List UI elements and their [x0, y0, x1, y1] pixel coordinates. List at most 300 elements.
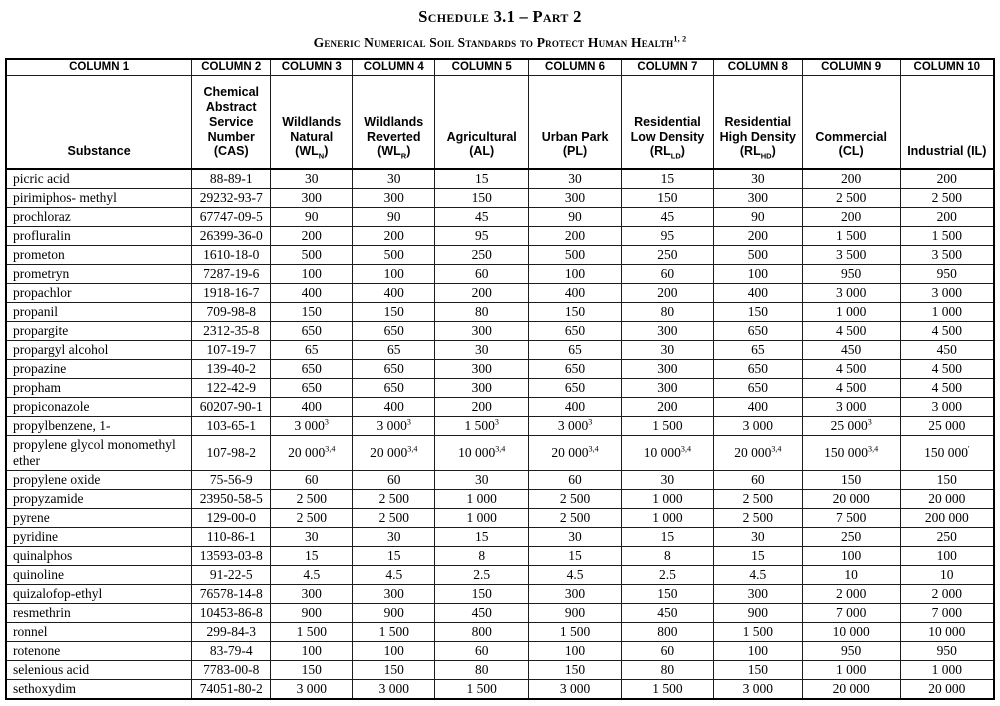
substance-cell: pirimiphos- methyl: [6, 189, 192, 208]
value-cell-wildlands-reverted: 3 $000^3$: [353, 417, 435, 436]
value-cell-residential-high-density: 2 500: [713, 490, 802, 509]
cas-cell: 7287-19-6: [192, 265, 271, 284]
value-cell-wildlands-natural: 20 000$^{3,4}$: [271, 436, 353, 471]
value-cell-agricultural: 45: [435, 208, 529, 227]
value-cell-wildlands-natural: 60: [271, 471, 353, 490]
value-cell-agricultural: 80: [435, 661, 529, 680]
cas-cell: 74051-80-2: [192, 680, 271, 700]
value-cell-residential-low-density: 30: [621, 471, 713, 490]
header-commercial: Commercial (CL): [802, 75, 900, 169]
cas-cell: 139-40-2: [192, 360, 271, 379]
value-cell-urban-park: 2 500: [529, 490, 622, 509]
value-cell-industrial: 4 500: [900, 379, 994, 398]
substance-cell: quizalofop-ethyl: [6, 585, 192, 604]
substance-cell: propazine: [6, 360, 192, 379]
value-cell-commercial: 2 500: [802, 189, 900, 208]
substance-cell: propham: [6, 379, 192, 398]
value-cell-agricultural: 15: [435, 169, 529, 189]
value-cell-residential-high-density: 30: [713, 169, 802, 189]
value-cell-wildlands-reverted: 300: [353, 189, 435, 208]
column-label-row: [6, 59, 994, 75]
value-cell-urban-park: 500: [529, 246, 622, 265]
value-cell-wildlands-reverted: 65: [353, 341, 435, 360]
table-row: [6, 471, 994, 490]
value-cell-wildlands-natural: 1 500: [271, 623, 353, 642]
value-cell-agricultural: 300: [435, 360, 529, 379]
value-cell-agricultural: 30: [435, 471, 529, 490]
substance-cell: propargite: [6, 322, 192, 341]
table-row: [6, 169, 994, 189]
value-cell-residential-high-density: 650: [713, 360, 802, 379]
value-cell-industrial: 950: [900, 642, 994, 661]
table-row: [6, 284, 994, 303]
cas-cell: 26399-36-0: [192, 227, 271, 246]
value-cell-wildlands-natural: 2 500: [271, 490, 353, 509]
substance-cell: prometon: [6, 246, 192, 265]
value-cell-commercial: 100: [802, 547, 900, 566]
value-cell-residential-high-density: 4.5: [713, 566, 802, 585]
value-cell-wildlands-reverted: 650: [353, 360, 435, 379]
value-cell-urban-park: 2 500: [529, 509, 622, 528]
value-cell-residential-low-density: 1 500: [621, 417, 713, 436]
value-cell-wildlands-natural: 900: [271, 604, 353, 623]
schedule-title: Schedule 3.1 – Part 2: [418, 7, 582, 26]
column-label-7: COLUMN 7: [621, 59, 713, 75]
value-cell-commercial: 20 000: [802, 680, 900, 700]
value-cell-commercial: 950: [802, 265, 900, 284]
value-cell-urban-park: 300: [529, 189, 622, 208]
value-cell-industrial: 2 000: [900, 585, 994, 604]
value-cell-industrial: 150 000': [900, 436, 994, 471]
value-cell-wildlands-natural: 3 $000^3$: [271, 417, 353, 436]
value-cell-residential-high-density: 1 500: [713, 623, 802, 642]
value-cell-residential-high-density: 65: [713, 341, 802, 360]
table-row: [6, 303, 994, 322]
table-row: [6, 379, 994, 398]
cas-cell: 107-19-7: [192, 341, 271, 360]
value-cell-urban-park: 900: [529, 604, 622, 623]
table-row: [6, 528, 994, 547]
value-cell-agricultural: 1 $500^3$: [435, 417, 529, 436]
value-cell-industrial: 150: [900, 471, 994, 490]
value-cell-residential-high-density: 15: [713, 547, 802, 566]
value-cell-urban-park: 65: [529, 341, 622, 360]
cas-cell: 91-22-5: [192, 566, 271, 585]
value-cell-wildlands-natural: 300: [271, 585, 353, 604]
value-cell-industrial: 200: [900, 208, 994, 227]
cas-cell: 129-00-0: [192, 509, 271, 528]
substance-cell: propiconazole: [6, 398, 192, 417]
table-row: [6, 227, 994, 246]
value-cell-urban-park: 100: [529, 642, 622, 661]
value-cell-commercial: 10 000: [802, 623, 900, 642]
value-cell-commercial: 1 500: [802, 227, 900, 246]
table-row: [6, 208, 994, 227]
column-label-4: COLUMN 4: [353, 59, 435, 75]
value-cell-wildlands-natural: 650: [271, 360, 353, 379]
cas-cell: 107-98-2: [192, 436, 271, 471]
value-cell-agricultural: 450: [435, 604, 529, 623]
value-cell-wildlands-reverted: 200: [353, 227, 435, 246]
table-row: [6, 604, 994, 623]
value-cell-residential-low-density: 80: [621, 303, 713, 322]
value-cell-urban-park: 3 000: [529, 680, 622, 700]
table-row: [6, 680, 994, 700]
value-cell-residential-low-density: 300: [621, 322, 713, 341]
value-cell-industrial: 20 000: [900, 490, 994, 509]
table-row: [6, 417, 994, 436]
value-cell-residential-high-density: 100: [713, 265, 802, 284]
value-cell-commercial: 200: [802, 169, 900, 189]
cas-cell: 29232-93-7: [192, 189, 271, 208]
value-cell-agricultural: 300: [435, 322, 529, 341]
substance-cell: propanil: [6, 303, 192, 322]
value-cell-wildlands-reverted: 2 500: [353, 509, 435, 528]
value-cell-industrial: 1 000: [900, 303, 994, 322]
value-cell-residential-high-density: 650: [713, 322, 802, 341]
substance-cell: ronnel: [6, 623, 192, 642]
value-cell-commercial: 1 000: [802, 661, 900, 680]
column-label-3: COLUMN 3: [271, 59, 353, 75]
header-wildlands-reverted: Wildlands Reverted $(WL_R)$: [353, 75, 435, 169]
cas-cell: 709-98-8: [192, 303, 271, 322]
value-cell-wildlands-reverted: 400: [353, 284, 435, 303]
value-cell-urban-park: 150: [529, 303, 622, 322]
value-cell-urban-park: 650: [529, 360, 622, 379]
value-cell-commercial: 3 000: [802, 284, 900, 303]
value-cell-residential-high-density: 500: [713, 246, 802, 265]
value-cell-residential-low-density: 8: [621, 547, 713, 566]
value-cell-urban-park: 60: [529, 471, 622, 490]
value-cell-wildlands-reverted: 100: [353, 265, 435, 284]
value-cell-urban-park: 30: [529, 528, 622, 547]
value-cell-industrial: 4 500: [900, 360, 994, 379]
value-cell-wildlands-natural: 90: [271, 208, 353, 227]
value-cell-industrial: 10 000: [900, 623, 994, 642]
substance-cell: propylene oxide: [6, 471, 192, 490]
value-cell-residential-low-density: 95: [621, 227, 713, 246]
value-cell-commercial: 25 $000^3$: [802, 417, 900, 436]
table-body: [6, 169, 994, 699]
value-cell-commercial: 4 500: [802, 360, 900, 379]
value-cell-wildlands-reverted: 30: [353, 169, 435, 189]
value-cell-wildlands-reverted: 100: [353, 642, 435, 661]
table-header: [6, 59, 994, 169]
value-cell-residential-low-density: 200: [621, 398, 713, 417]
substance-cell: profluralin: [6, 227, 192, 246]
value-cell-wildlands-reverted: 90: [353, 208, 435, 227]
value-cell-wildlands-reverted: 20 000$^{3,4}$: [353, 436, 435, 471]
value-cell-residential-high-density: 90: [713, 208, 802, 227]
value-cell-commercial: 4 500: [802, 322, 900, 341]
value-cell-residential-low-density: 200: [621, 284, 713, 303]
value-cell-residential-low-density: 10 000$^{3,4}$: [621, 436, 713, 471]
column-description-row: [6, 75, 994, 169]
value-cell-residential-high-density: 400: [713, 284, 802, 303]
value-cell-wildlands-natural: 150: [271, 661, 353, 680]
substance-cell: quinoline: [6, 566, 192, 585]
substance-cell: propylene glycol monomethyl ether: [6, 436, 192, 471]
value-cell-commercial: 150: [802, 471, 900, 490]
value-cell-residential-high-density: 400: [713, 398, 802, 417]
value-cell-industrial: 950: [900, 265, 994, 284]
value-cell-agricultural: 80: [435, 303, 529, 322]
value-cell-industrial: 10: [900, 566, 994, 585]
value-cell-wildlands-natural: 65: [271, 341, 353, 360]
value-cell-wildlands-reverted: 1 500: [353, 623, 435, 642]
value-cell-wildlands-natural: 2 500: [271, 509, 353, 528]
value-cell-residential-low-density: 250: [621, 246, 713, 265]
value-cell-residential-high-density: 650: [713, 379, 802, 398]
value-cell-wildlands-natural: 30: [271, 169, 353, 189]
header-residential-high-density: Residential High Density $(RL_{HD})$: [713, 75, 802, 169]
value-cell-commercial: 10: [802, 566, 900, 585]
value-cell-industrial: 3 500: [900, 246, 994, 265]
value-cell-industrial: 200: [900, 169, 994, 189]
value-cell-residential-low-density: 60: [621, 642, 713, 661]
substance-cell: selenious acid: [6, 661, 192, 680]
value-cell-wildlands-natural: 500: [271, 246, 353, 265]
value-cell-urban-park: 3 $000^3$: [529, 417, 622, 436]
value-cell-urban-park: 90: [529, 208, 622, 227]
value-cell-commercial: 3 000: [802, 398, 900, 417]
value-cell-agricultural: 150: [435, 585, 529, 604]
value-cell-residential-low-density: 15: [621, 169, 713, 189]
column-label-10: COLUMN 10: [900, 59, 994, 75]
substance-cell: prochloraz: [6, 208, 192, 227]
substance-cell: picric acid: [6, 169, 192, 189]
column-label-6: COLUMN 6: [529, 59, 622, 75]
value-cell-industrial: 250: [900, 528, 994, 547]
value-cell-urban-park: 300: [529, 585, 622, 604]
value-cell-industrial: 20 000: [900, 680, 994, 700]
value-cell-residential-high-density: 300: [713, 585, 802, 604]
table-row: [6, 436, 994, 471]
value-cell-agricultural: 30: [435, 341, 529, 360]
value-cell-residential-low-density: 1 500: [621, 680, 713, 700]
value-cell-wildlands-reverted: 300: [353, 585, 435, 604]
value-cell-wildlands-natural: 3 000: [271, 680, 353, 700]
value-cell-urban-park: 20 000$^{3,4}$: [529, 436, 622, 471]
substance-cell: pyrene: [6, 509, 192, 528]
value-cell-residential-low-density: 1 000: [621, 509, 713, 528]
value-cell-urban-park: 400: [529, 284, 622, 303]
value-cell-residential-high-density: 150: [713, 303, 802, 322]
value-cell-residential-low-density: 1 000: [621, 490, 713, 509]
table-row: [6, 661, 994, 680]
cas-cell: 299-84-3: [192, 623, 271, 642]
table-row: [6, 642, 994, 661]
value-cell-wildlands-reverted: 2 500: [353, 490, 435, 509]
value-cell-industrial: 25 000: [900, 417, 994, 436]
table-row: [6, 189, 994, 208]
value-cell-residential-high-density: 20 000$^{3,4}$: [713, 436, 802, 471]
value-cell-agricultural: 10 000$^{3,4}$: [435, 436, 529, 471]
value-cell-residential-high-density: 30: [713, 528, 802, 547]
value-cell-industrial: 3 000: [900, 284, 994, 303]
cas-cell: 1610-18-0: [192, 246, 271, 265]
table-subtitle: Generic Numerical Soil Standards to Protect Human Health$^{1, 2}$: [313, 34, 687, 50]
cas-cell: 67747-09-5: [192, 208, 271, 227]
substance-cell: propyzamide: [6, 490, 192, 509]
value-cell-wildlands-natural: 200: [271, 227, 353, 246]
table-row: [6, 322, 994, 341]
table-row: [6, 398, 994, 417]
value-cell-agricultural: 300: [435, 379, 529, 398]
value-cell-residential-low-density: 2.5: [621, 566, 713, 585]
column-label-5: COLUMN 5: [435, 59, 529, 75]
value-cell-residential-low-density: 300: [621, 379, 713, 398]
value-cell-residential-high-density: 2 500: [713, 509, 802, 528]
value-cell-residential-high-density: 300: [713, 189, 802, 208]
value-cell-residential-high-density: 100: [713, 642, 802, 661]
value-cell-industrial: 1 000: [900, 661, 994, 680]
value-cell-commercial: 150 000$^{3,4}$: [802, 436, 900, 471]
value-cell-residential-low-density: 45: [621, 208, 713, 227]
value-cell-wildlands-reverted: 650: [353, 322, 435, 341]
value-cell-agricultural: 60: [435, 265, 529, 284]
value-cell-urban-park: 30: [529, 169, 622, 189]
value-cell-wildlands-natural: 400: [271, 284, 353, 303]
substance-cell: quinalphos: [6, 547, 192, 566]
value-cell-wildlands-reverted: 400: [353, 398, 435, 417]
value-cell-wildlands-natural: 4.5: [271, 566, 353, 585]
value-cell-commercial: 3 500: [802, 246, 900, 265]
value-cell-wildlands-natural: 400: [271, 398, 353, 417]
value-cell-residential-high-density: 60: [713, 471, 802, 490]
value-cell-wildlands-reverted: 650: [353, 379, 435, 398]
cas-cell: 23950-58-5: [192, 490, 271, 509]
value-cell-urban-park: 150: [529, 661, 622, 680]
value-cell-commercial: 250: [802, 528, 900, 547]
value-cell-agricultural: 200: [435, 284, 529, 303]
table-row: [6, 490, 994, 509]
column-label-8: COLUMN 8: [713, 59, 802, 75]
value-cell-industrial: 450: [900, 341, 994, 360]
substance-cell: sethoxydim: [6, 680, 192, 700]
value-cell-agricultural: 60: [435, 642, 529, 661]
value-cell-commercial: 450: [802, 341, 900, 360]
substance-cell: propachlor: [6, 284, 192, 303]
cas-cell: 10453-86-8: [192, 604, 271, 623]
value-cell-industrial: 7 000: [900, 604, 994, 623]
value-cell-residential-high-density: 150: [713, 661, 802, 680]
value-cell-residential-low-density: 80: [621, 661, 713, 680]
value-cell-agricultural: 1 000: [435, 490, 529, 509]
value-cell-residential-low-density: 30: [621, 341, 713, 360]
table-row: [6, 246, 994, 265]
value-cell-industrial: 100: [900, 547, 994, 566]
cas-cell: 76578-14-8: [192, 585, 271, 604]
substance-cell: rotenone: [6, 642, 192, 661]
value-cell-residential-low-density: 60: [621, 265, 713, 284]
value-cell-wildlands-natural: 100: [271, 265, 353, 284]
value-cell-wildlands-natural: 300: [271, 189, 353, 208]
value-cell-agricultural: 1 000: [435, 509, 529, 528]
value-cell-residential-low-density: 300: [621, 360, 713, 379]
value-cell-urban-park: 650: [529, 379, 622, 398]
cas-cell: 13593-03-8: [192, 547, 271, 566]
value-cell-wildlands-reverted: 60: [353, 471, 435, 490]
value-cell-agricultural: 15: [435, 528, 529, 547]
value-cell-urban-park: 100: [529, 265, 622, 284]
header-residential-low-density: Residential Low Density $(RL_{LD})$: [621, 75, 713, 169]
column-label-9: COLUMN 9: [802, 59, 900, 75]
value-cell-commercial: 4 500: [802, 379, 900, 398]
value-cell-commercial: 20 000: [802, 490, 900, 509]
column-label-1: COLUMN 1: [6, 59, 192, 75]
value-cell-wildlands-reverted: 150: [353, 303, 435, 322]
table-row: [6, 585, 994, 604]
value-cell-commercial: 2 000: [802, 585, 900, 604]
table-row: [6, 360, 994, 379]
cas-cell: 2312-35-8: [192, 322, 271, 341]
table-row: [6, 265, 994, 284]
value-cell-agricultural: 150: [435, 189, 529, 208]
value-cell-agricultural: 8: [435, 547, 529, 566]
value-cell-agricultural: 800: [435, 623, 529, 642]
cas-cell: 83-79-4: [192, 642, 271, 661]
value-cell-residential-low-density: 15: [621, 528, 713, 547]
value-cell-residential-low-density: 450: [621, 604, 713, 623]
value-cell-industrial: 1 500: [900, 227, 994, 246]
header-industrial: Industrial (IL): [900, 75, 994, 169]
value-cell-agricultural: 95: [435, 227, 529, 246]
header-agricultural: Agricultural (AL): [435, 75, 529, 169]
value-cell-wildlands-reverted: 150: [353, 661, 435, 680]
value-cell-commercial: 7 500: [802, 509, 900, 528]
header-wildlands-natural: Wildlands Natural $(WL_N)$: [271, 75, 353, 169]
value-cell-residential-high-density: 200: [713, 227, 802, 246]
value-cell-commercial: 950: [802, 642, 900, 661]
cas-cell: 103-65-1: [192, 417, 271, 436]
value-cell-residential-low-density: 150: [621, 585, 713, 604]
value-cell-residential-low-density: 800: [621, 623, 713, 642]
soil-standards-table: [5, 58, 995, 700]
substance-cell: pyridine: [6, 528, 192, 547]
substance-cell: prometryn: [6, 265, 192, 284]
value-cell-urban-park: 200: [529, 227, 622, 246]
value-cell-wildlands-reverted: 15: [353, 547, 435, 566]
cas-cell: 88-89-1: [192, 169, 271, 189]
table-row: [6, 547, 994, 566]
header-urban-park: Urban Park (PL): [529, 75, 622, 169]
table-row: [6, 566, 994, 585]
cas-cell: 110-86-1: [192, 528, 271, 547]
value-cell-industrial: 4 500: [900, 322, 994, 341]
value-cell-urban-park: 650: [529, 322, 622, 341]
value-cell-residential-low-density: 150: [621, 189, 713, 208]
column-label-2: COLUMN 2: [192, 59, 271, 75]
value-cell-wildlands-reverted: 3 000: [353, 680, 435, 700]
cas-cell: 122-42-9: [192, 379, 271, 398]
value-cell-wildlands-natural: 150: [271, 303, 353, 322]
value-cell-urban-park: 1 500: [529, 623, 622, 642]
value-cell-urban-park: 400: [529, 398, 622, 417]
substance-cell: propylbenzene, 1-: [6, 417, 192, 436]
value-cell-wildlands-natural: 100: [271, 642, 353, 661]
value-cell-wildlands-reverted: 900: [353, 604, 435, 623]
table-row: [6, 341, 994, 360]
value-cell-residential-high-density: 3 000: [713, 680, 802, 700]
value-cell-agricultural: 250: [435, 246, 529, 265]
value-cell-residential-high-density: 3 000: [713, 417, 802, 436]
substance-cell: resmethrin: [6, 604, 192, 623]
value-cell-industrial: 3 000: [900, 398, 994, 417]
substance-cell: propargyl alcohol: [6, 341, 192, 360]
value-cell-wildlands-natural: 30: [271, 528, 353, 547]
value-cell-wildlands-natural: 650: [271, 379, 353, 398]
